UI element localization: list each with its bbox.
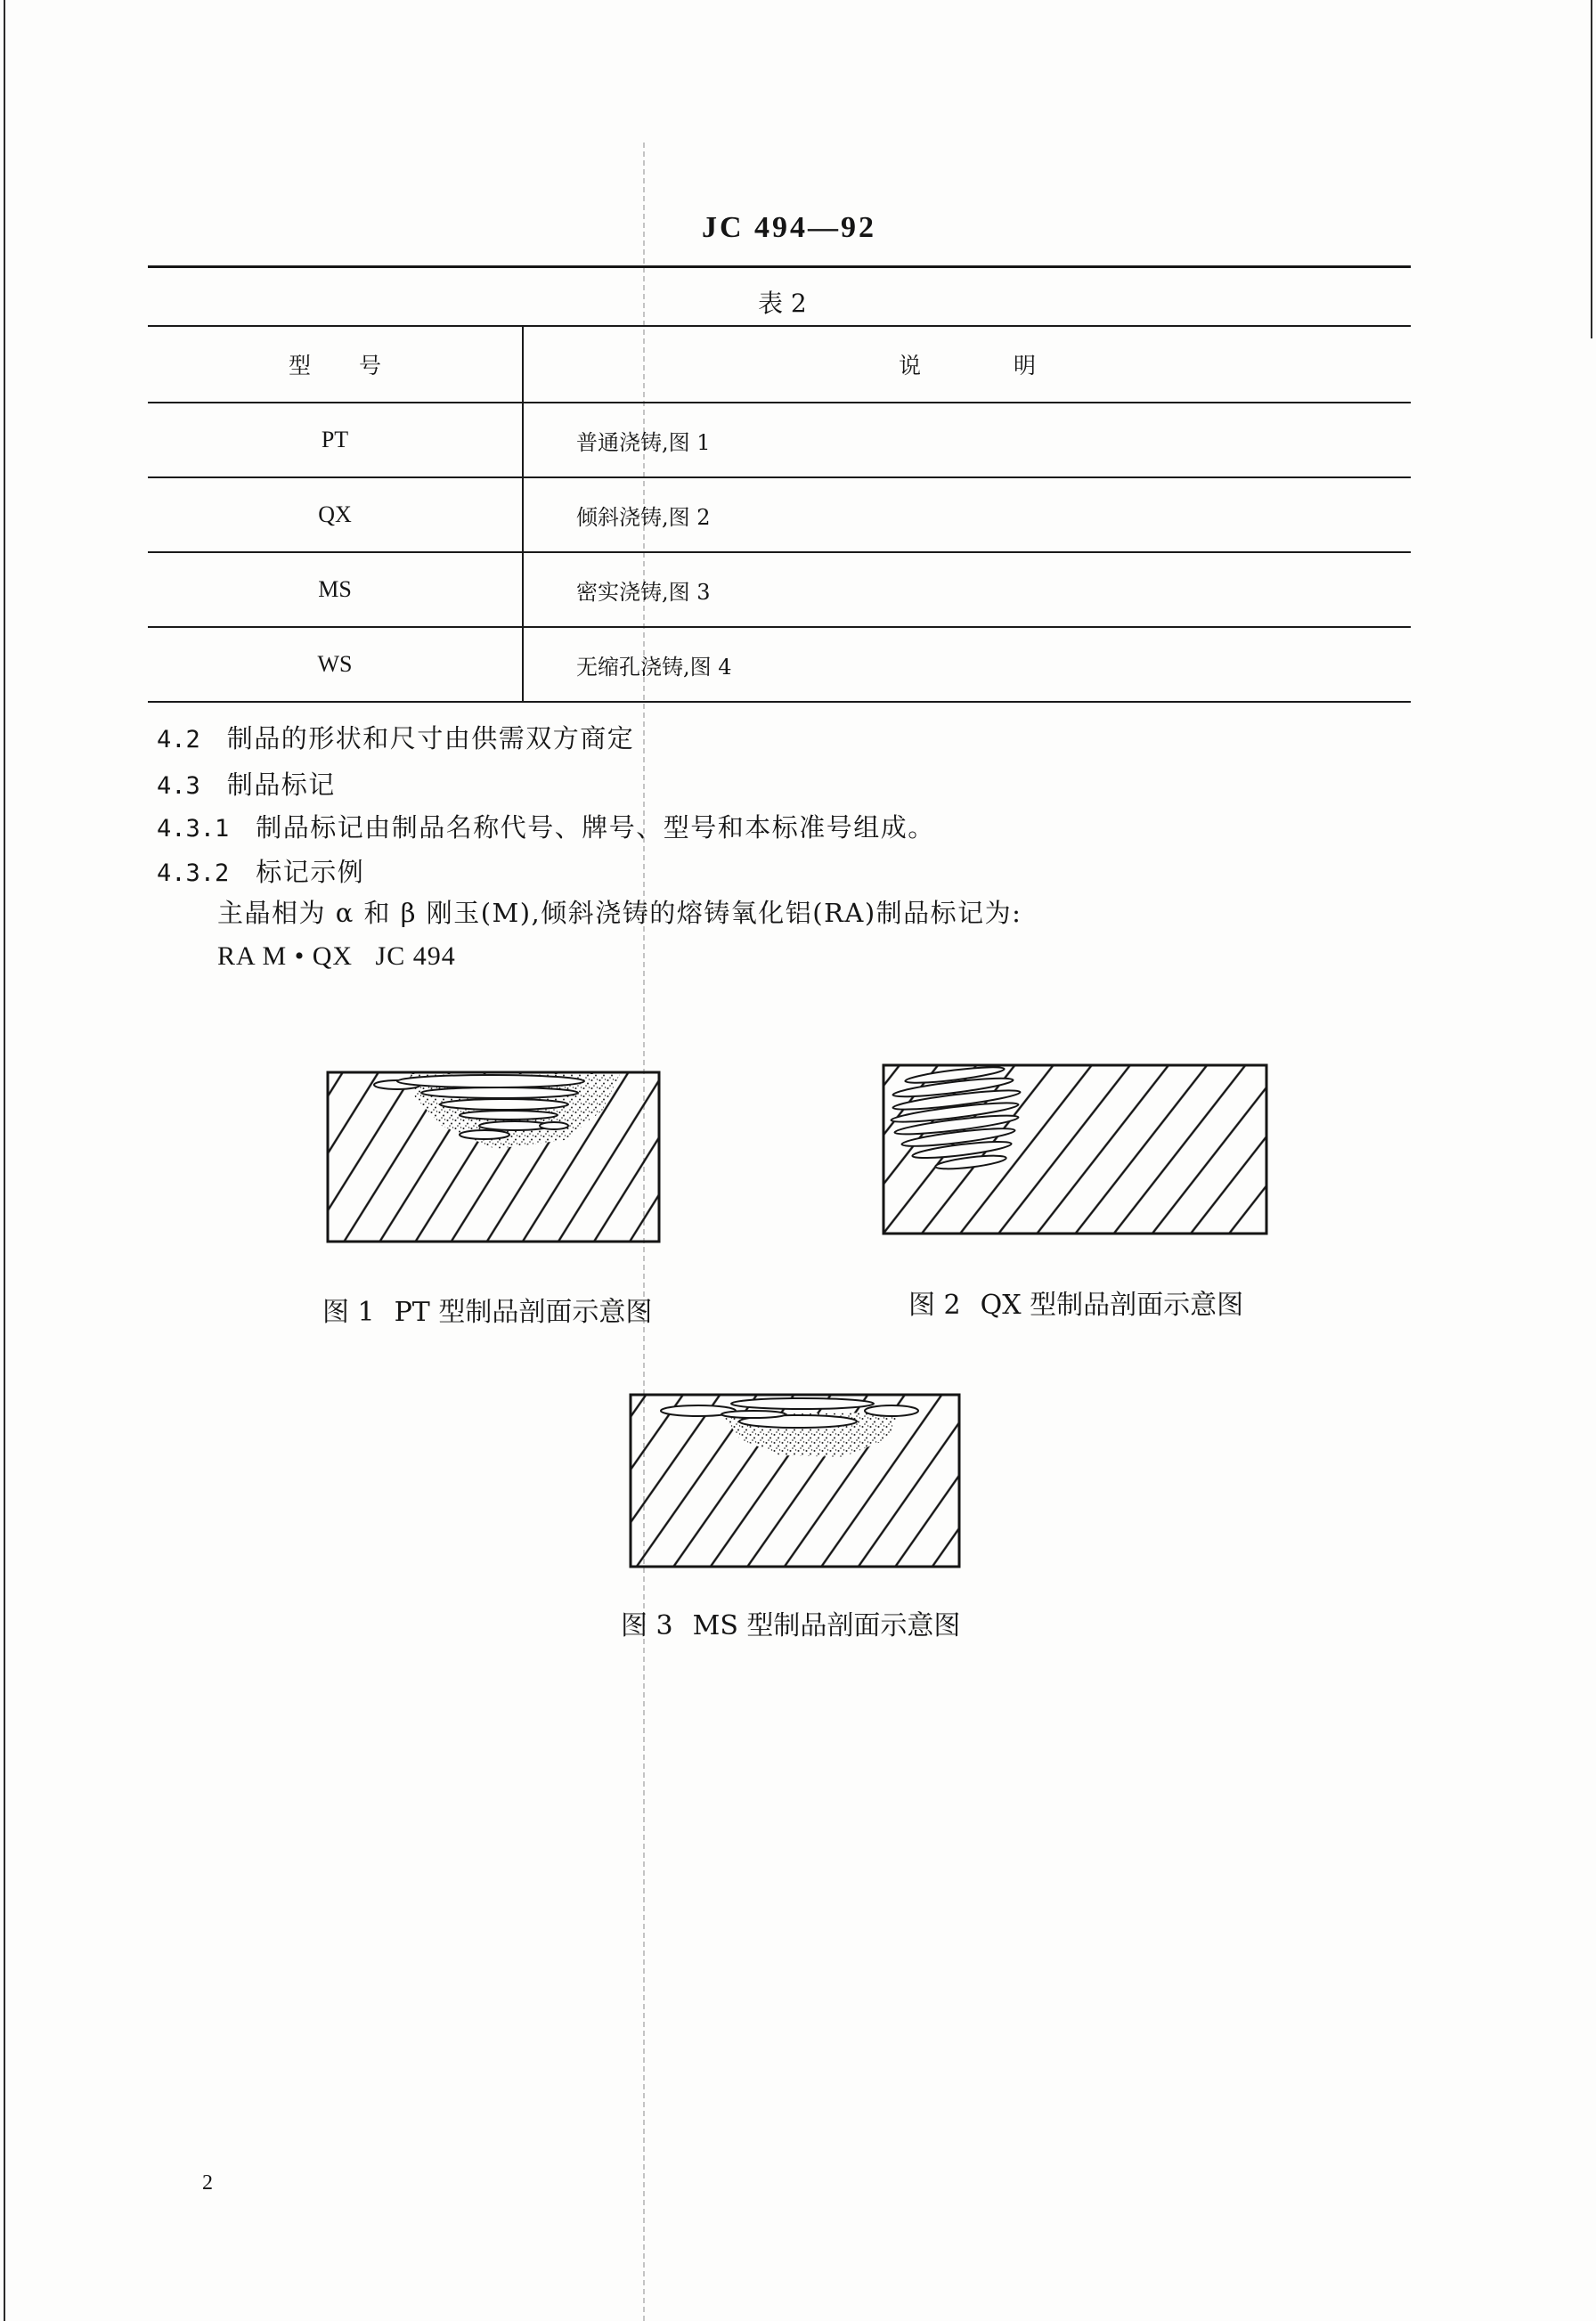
table-row: [148, 552, 1411, 627]
figure-3-cross-section: [629, 1393, 961, 1568]
figure-label: 图 3: [621, 1610, 673, 1641]
header-rule: [148, 265, 1411, 268]
figure-2-caption: [908, 1291, 1243, 1321]
figure-label: 图 2: [908, 1290, 961, 1321]
scan-right-edge: [1591, 0, 1592, 338]
figure-1-caption: [322, 1298, 652, 1328]
table-caption: 表 2: [758, 289, 807, 318]
row-description: 无缩孔浇铸,图 4: [576, 654, 732, 680]
void-ellipse: [460, 1130, 509, 1139]
column-header-model: 型 号: [148, 326, 523, 403]
scan-left-edge: [4, 0, 5, 2321]
model-table: [148, 325, 1411, 703]
figure-2-cross-section: [882, 1063, 1268, 1235]
standard-number-header: JC 494—92: [702, 211, 877, 244]
section-number: 4.2: [157, 726, 200, 753]
section-number: 4.3.2: [157, 859, 230, 887]
section-4-3-2: [157, 857, 364, 889]
row-model: PT: [148, 403, 523, 477]
section-text: 制品的形状和尺寸由供需双方商定: [226, 723, 635, 753]
column-header-description: 说 明: [899, 353, 1036, 379]
figure-1-cross-section: [326, 1071, 661, 1243]
section-text: 标记示例: [256, 857, 365, 887]
table-row: [148, 627, 1411, 702]
section-number: 4.3: [157, 772, 200, 800]
void-ellipse: [721, 1411, 786, 1418]
void-ellipse: [460, 1111, 558, 1120]
row-model: MS: [148, 552, 523, 627]
section-text: 制品标记: [226, 770, 336, 800]
section-4-3: [157, 770, 336, 802]
row-model: QX: [148, 477, 523, 552]
figure-caption-text: QX 型制品剖面示意图: [980, 1290, 1244, 1321]
figure-label: 图 1: [322, 1297, 375, 1328]
void-ellipse: [421, 1087, 578, 1098]
section-4-2: [157, 723, 634, 755]
figure-3-caption: [621, 1611, 960, 1641]
page-number: 2: [202, 2171, 213, 2195]
example-marking: RA M • QX JC 494: [217, 941, 456, 971]
row-model: WS: [148, 627, 523, 702]
table-header-row: [148, 326, 1411, 403]
void-ellipse: [397, 1075, 584, 1087]
figure-caption-text: PT 型制品剖面示意图: [394, 1297, 653, 1328]
section-4-3-1: [157, 812, 935, 844]
void-ellipse: [540, 1122, 568, 1129]
figure-caption-text: MS 型制品剖面示意图: [692, 1610, 961, 1641]
row-description: 密实浇铸,图 3: [576, 579, 711, 605]
section-number: 4.3.1: [157, 815, 230, 843]
void-ellipse: [440, 1099, 568, 1110]
void-ellipse: [731, 1398, 874, 1409]
section-text: 制品标记由制品名称代号、牌号、型号和本标准号组成。: [256, 812, 935, 843]
row-description: 普通浇铸,图 1: [576, 429, 711, 455]
void-ellipse: [865, 1405, 918, 1416]
example-description: 主晶相为 α 和 β 刚玉(M),倾斜浇铸的熔铸氧化铝(RA)制品标记为:: [217, 898, 1022, 928]
table-row: [148, 403, 1411, 477]
row-description: 倾斜浇铸,图 2: [576, 504, 711, 530]
table-row: [148, 477, 1411, 552]
